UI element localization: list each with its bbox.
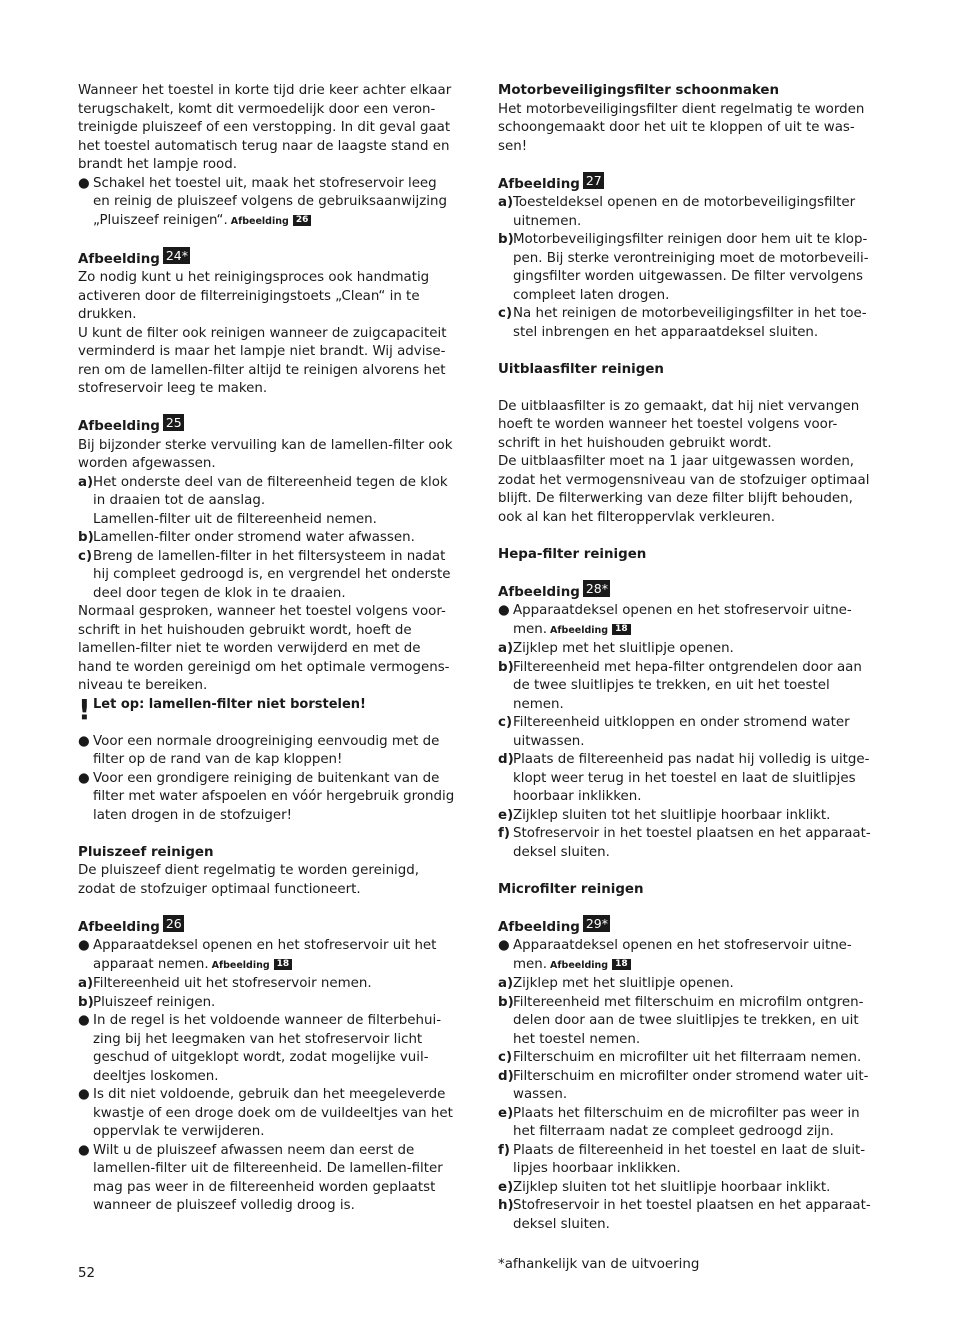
step-item	[78, 548, 460, 567]
step-item	[498, 1197, 878, 1216]
step-text: Filtereenheid uitkloppen en onder stromend water	[513, 715, 850, 730]
exclamation-icon: !	[78, 692, 91, 726]
bullet-text: filter op de rand van de kap kloppen!	[93, 752, 343, 767]
step-item	[498, 640, 878, 659]
bullet-text: lamellen-filter uit de filtereenheid. De lamellen-filter	[93, 1161, 443, 1176]
figure-ref-label: Afbeelding	[550, 624, 609, 636]
step-text: Na het reinigen de motorbeveiligingsfilter in het toe-	[513, 306, 867, 321]
bullet-icon: ●	[78, 1013, 90, 1028]
step-item	[498, 1012, 878, 1031]
step-item	[498, 213, 878, 232]
step-text: Toesteldeksel openen en de motorbeveiligingsfilter	[513, 195, 856, 210]
section-heading: Pluiszeef reinigen	[78, 844, 214, 860]
text-line: sen!	[498, 138, 528, 154]
step-item	[498, 1031, 878, 1050]
bullet-text: deeltjes loskomen.	[93, 1068, 219, 1084]
bullet-icon: ●	[78, 770, 90, 786]
text-line: treinigde pluiszeef of een verstopping. In dit geval gaat	[78, 120, 451, 135]
bullet-icon: ●	[498, 938, 510, 953]
bullet-icon: ●	[78, 175, 90, 191]
step-text: Filtereenheid uit het stofreservoir nemen.	[93, 976, 372, 991]
step-text: Filtereenheid met hepa-filter ontgrendelen door aan	[513, 659, 862, 675]
step-item	[498, 659, 878, 678]
text-line: Bij bijzonder sterke vervuiling kan de lamellen-filter ook	[78, 437, 453, 453]
bullet-item	[78, 1049, 460, 1068]
step-text: wassen.	[513, 1087, 568, 1102]
step-marker: a)	[498, 195, 514, 210]
step-text: Plaats de filtereenheid pas nadat hij volledig is uitge-	[513, 752, 870, 767]
figure-reference	[78, 247, 460, 270]
page-number: 52	[78, 1266, 96, 1281]
right-column	[498, 82, 878, 1234]
step-item	[498, 1142, 878, 1161]
step-text: Motorbeveiligingsfilter reinigen door hem uit te klop-	[513, 232, 868, 247]
figure-reference	[78, 915, 460, 938]
text-line: hoeft te worden wanneer het toestel volgens voor-	[498, 417, 838, 432]
step-text: Zijklep met het sluitlipje openen.	[513, 976, 734, 991]
step-marker: c)	[78, 548, 93, 564]
spacer	[78, 399, 460, 418]
text-line: schrift in het huishouden gebruikt wordt, hoeft de	[78, 622, 412, 638]
bullet-item	[78, 212, 460, 232]
step-marker: b)	[498, 232, 514, 247]
text-line: ook al kan het filteroppervlak verkleuren.	[498, 509, 775, 525]
bullet-text: Apparaatdeksel openen en het stofreservoir uitne-	[513, 938, 852, 953]
step-text: het toestel nemen.	[513, 1031, 641, 1047]
step-marker: f)	[498, 1142, 510, 1158]
step-item	[78, 585, 460, 604]
bullet-item	[78, 733, 460, 752]
step-item	[498, 1160, 878, 1179]
bullet-item	[78, 1160, 460, 1179]
bullet-text: laten drogen in de stofzuiger!	[93, 807, 292, 823]
text-line: schoongemaakt door het uit te kloppen of uit te was-	[498, 120, 855, 135]
step-text: Zijklep met het sluitlipje openen.	[513, 641, 734, 656]
step-item	[498, 733, 878, 752]
bullet-text: men.	[513, 956, 548, 972]
figure-ref-box: 18	[612, 959, 631, 970]
step-marker: b)	[78, 530, 94, 545]
step-marker: d)	[498, 752, 514, 767]
step-text: lipjes hoorbaar inklikken.	[513, 1161, 681, 1176]
step-text: Pluiszeef reinigen.	[93, 994, 216, 1010]
bullet-text: zing bij het leegmaken van het stofreservoir licht	[93, 1031, 423, 1047]
step-text: Filterschuim en microfilter uit het filterraam nemen.	[513, 1050, 862, 1065]
figure-ref-box: 18	[274, 959, 293, 970]
figure-reference	[78, 417, 460, 437]
step-text: Filtereenheid met filterschuim en microfilm ontgren-	[513, 994, 864, 1010]
figure-reference	[498, 580, 878, 603]
figure-ref-box: 18	[612, 624, 631, 635]
spacer	[78, 231, 460, 250]
text-line: zodat het vermogensniveau van de stofzuiger optimaal	[498, 472, 870, 488]
bullet-item	[78, 1031, 460, 1050]
step-marker: b)	[498, 659, 514, 675]
figure-number-box: 26	[163, 915, 184, 932]
figure-number-box: 29*	[583, 915, 610, 932]
bullet-item	[78, 937, 460, 956]
step-item	[498, 1216, 878, 1235]
bullet-text: en reinig de pluiszeef volgens de gebruiksaanwijzing	[93, 194, 447, 209]
step-marker: b)	[498, 994, 514, 1010]
step-text: hoorbaar inklikken.	[513, 789, 642, 804]
figure-ref-label: Afbeelding	[230, 215, 289, 227]
step-item	[78, 511, 460, 530]
bullet-icon: ●	[78, 733, 90, 749]
warning-text: Let op: lamellen-filter niet borstelen!	[93, 696, 366, 712]
step-text: Zijklep sluiten tot het sluitlipje hoorbaar inklikt.	[513, 1179, 831, 1195]
bullet-text: mag pas weer in de filtereenheid worden geplaatst	[93, 1179, 436, 1195]
figure-label: Afbeelding	[78, 919, 160, 935]
figure-number-box: 28*	[583, 580, 610, 597]
step-text: Lamellen-filter uit de filtereenheid nemen.	[93, 511, 377, 527]
bullet-item	[78, 1105, 460, 1124]
text-line: Het motorbeveiligingsfilter dient regelmatig te worden	[498, 101, 865, 117]
bullet-item	[78, 1179, 460, 1198]
text-line: Wanneer het toestel in korte tijd drie keer achter elkaar	[78, 83, 452, 98]
step-text: uitnemen.	[513, 213, 582, 229]
step-marker: c)	[498, 306, 513, 321]
bullet-item	[78, 175, 460, 194]
text-line: schrift in het huishouden gebruikt wordt.	[498, 435, 772, 451]
step-text: Stofreservoir in het toestel plaatsen en het apparaat-	[513, 1198, 871, 1213]
step-item	[498, 1105, 878, 1124]
step-text: stel inbrengen en het apparaatdeksel sluiten.	[513, 324, 819, 340]
bullet-item	[78, 1123, 460, 1142]
step-marker: c)	[498, 1050, 513, 1065]
bullet-text: filter met water afspoelen en vóór hergebruik grondig	[93, 789, 455, 804]
spacer	[498, 156, 878, 175]
step-text: deel door tegen de klok in te draaien.	[93, 585, 346, 601]
step-item	[498, 1179, 878, 1198]
text-line: niveau te bereiken.	[78, 678, 208, 693]
step-text: hij compleet gedroogd is, en vergrendel het onderste	[93, 567, 451, 582]
text-line: stofreservoir leeg te maken.	[78, 381, 268, 396]
bullet-item	[78, 770, 460, 789]
text-line: Zo nodig kunt u het reinigingsproces ook handmatig	[78, 270, 430, 285]
bullet-item	[78, 1068, 460, 1087]
text-line: blijft. De filterwerking van deze filter blijft behouden,	[498, 491, 853, 506]
bullet-text: In de regel is het voldoende wanneer de filterbehui-	[93, 1013, 442, 1028]
text-line: lamellen-filter niet te worden verwijderd en met de	[78, 641, 421, 656]
bullet-item	[78, 751, 460, 770]
warning-note	[78, 692, 460, 733]
bullet-item	[78, 1197, 460, 1216]
text-line: U kunt de filter ook reinigen wanneer de zuigcapaciteit	[78, 325, 447, 341]
step-item	[498, 194, 878, 213]
bullet-text: men.	[513, 621, 548, 637]
spacer	[498, 862, 878, 881]
bullet-item	[78, 788, 460, 807]
bullet-item	[498, 937, 878, 956]
step-item	[78, 994, 460, 1013]
step-item	[498, 696, 878, 715]
step-item	[498, 788, 878, 807]
step-item	[498, 714, 878, 733]
step-item	[498, 677, 878, 696]
bullet-text: geschud of uitgeklopt wordt, zodat mogelijke vuil-	[93, 1050, 429, 1065]
step-text: het filterraam nadat ze compleet gedroogd zijn.	[513, 1124, 834, 1139]
step-text: deksel sluiten.	[513, 1216, 610, 1232]
figure-number-box: 27	[583, 172, 604, 189]
step-item	[498, 1068, 878, 1087]
step-marker: e)	[498, 1179, 514, 1195]
figure-ref-label: Afbeelding	[550, 959, 609, 971]
spacer	[498, 527, 878, 546]
step-item	[498, 1049, 878, 1068]
bullet-item	[78, 1086, 460, 1105]
step-text: Het onderste deel van de filtereenheid tegen de klok	[93, 474, 448, 490]
spacer	[78, 825, 460, 844]
text-line: De uitblaasfilter is zo gemaakt, dat hij niet vervangen	[498, 398, 860, 414]
step-item	[498, 324, 878, 343]
spacer	[78, 899, 460, 918]
bullet-item	[78, 1012, 460, 1031]
text-line: hand te worden gereinigd om het optimale vermogens-	[78, 659, 450, 675]
step-item	[498, 770, 878, 789]
step-item	[498, 268, 878, 287]
text-line: De pluiszeef dient regelmatig te worden gereinigd,	[78, 863, 420, 878]
left-column	[78, 82, 460, 1216]
text-line: De uitblaasfilter moet na 1 jaar uitgewassen worden,	[498, 454, 855, 469]
step-marker: h)	[498, 1198, 514, 1213]
figure-label: Afbeelding	[498, 176, 580, 192]
bullet-text: Wilt u de pluiszeef afwassen neem dan eerst de	[93, 1142, 415, 1158]
figure-ref-label: Afbeelding	[211, 959, 270, 971]
figure-label: Afbeelding	[78, 251, 160, 267]
figure-number-box: 25	[163, 414, 184, 431]
bullet-item	[498, 621, 878, 641]
figure-number-box: 24*	[163, 247, 190, 264]
step-item	[498, 825, 878, 844]
text-line: zodat de stofzuiger optimaal functioneert.	[78, 881, 361, 897]
step-text: Zijklep sluiten tot het sluitlipje hoorbaar inklikt.	[513, 807, 831, 823]
bullet-item	[78, 807, 460, 826]
bullet-text: oppervlak te verwijderen.	[93, 1124, 265, 1139]
step-text: compleet laten drogen.	[513, 287, 670, 303]
step-item	[78, 474, 460, 493]
step-text: Filterschuim en microfilter onder stromend water uit-	[513, 1068, 869, 1084]
step-item	[78, 492, 460, 511]
section-heading: Microfilter reinigen	[498, 881, 644, 897]
text-line: verminderd is maar het lampje niet brandt. Wij advise-	[78, 344, 446, 359]
step-marker: e)	[498, 1105, 514, 1121]
step-marker: a)	[78, 474, 94, 490]
figure-label: Afbeelding	[498, 584, 580, 600]
figure-ref-box: 26	[293, 215, 312, 226]
step-text: gingsfilter worden uitgewassen. De filter vervolgens	[513, 269, 863, 284]
step-text: Plaats de filtereenheid in het toestel en laat de sluit-	[513, 1142, 866, 1158]
bullet-item	[78, 1142, 460, 1161]
step-marker: a)	[498, 641, 514, 656]
step-text: Lamellen-filter onder stromend water afwassen.	[93, 530, 415, 545]
step-text: klopt weer terug in het toestel en laat de sluitlipjes	[513, 770, 856, 786]
step-item	[498, 231, 878, 250]
section-heading: Hepa-filter reinigen	[498, 546, 647, 562]
text-line: terugschakelt, komt dit vermoedelijk door een veron-	[78, 101, 436, 117]
text-line: brandt het lampje rood.	[78, 157, 237, 172]
step-item	[498, 305, 878, 324]
spacer	[498, 379, 878, 398]
figure-reference	[498, 915, 878, 938]
step-text: delen door aan de twee sluitlipjes te trekken, en uit	[513, 1013, 859, 1028]
step-marker: e)	[498, 807, 514, 823]
step-text: uitwassen.	[513, 733, 585, 749]
step-marker: a)	[78, 976, 94, 991]
bullet-icon: ●	[78, 1087, 90, 1102]
step-marker: a)	[498, 976, 514, 991]
text-line: het toestel automatisch terug naar de laagste stand en	[78, 138, 450, 154]
bullet-text: wanneer de pluiszeef volledig droog is.	[93, 1198, 355, 1213]
figure-label: Afbeelding	[78, 419, 160, 434]
step-marker: b)	[78, 994, 94, 1010]
text-line: drukken.	[78, 307, 137, 322]
step-item	[78, 529, 460, 548]
step-item	[498, 975, 878, 994]
bullet-text: Voor een normale droogreiniging eenvoudig met de	[93, 733, 440, 749]
footnote: *afhankelijk van de uitvoering	[498, 1257, 700, 1272]
step-item	[498, 807, 878, 826]
bullet-item	[78, 193, 460, 212]
section-heading: Motorbeveiligingsfilter schoonmaken	[498, 83, 780, 98]
figure-label: Afbeelding	[498, 919, 580, 935]
step-item	[498, 994, 878, 1013]
step-item	[498, 844, 878, 863]
bullet-text: Schakel het toestel uit, maak het stofreservoir leeg	[93, 175, 437, 191]
step-text: nemen.	[513, 696, 564, 712]
step-item	[498, 751, 878, 770]
bullet-icon: ●	[78, 938, 90, 953]
step-marker: f)	[498, 826, 510, 841]
step-marker: d)	[498, 1068, 514, 1084]
spacer	[498, 342, 878, 361]
spacer	[498, 899, 878, 918]
step-text: in draaien tot de aanslag.	[93, 493, 266, 508]
step-item	[498, 1086, 878, 1105]
step-item	[498, 1123, 878, 1142]
text-line: worden afgewassen.	[78, 456, 216, 471]
spacer	[498, 564, 878, 583]
bullet-text: apparaat nemen.	[93, 956, 209, 972]
bullet-text: Apparaatdeksel openen en het stofreservoir uitne-	[513, 603, 852, 618]
step-item	[78, 566, 460, 585]
step-item	[498, 287, 878, 306]
step-text: Stofreservoir in het toestel plaatsen en het apparaat-	[513, 826, 871, 841]
bullet-text: Voor een grondigere reiniging de buitenkant van de	[93, 770, 440, 786]
bullet-item	[498, 602, 878, 621]
figure-reference	[498, 172, 878, 195]
step-text: deksel sluiten.	[513, 844, 610, 860]
bullet-text: Is dit niet voldoende, gebruik dan het meegeleverde	[93, 1087, 446, 1102]
bullet-item	[78, 956, 460, 976]
text-line: Normaal gesproken, wanneer het toestel volgens voor-	[78, 604, 446, 619]
step-marker: c)	[498, 715, 513, 730]
bullet-icon: ●	[498, 603, 510, 618]
bullet-item	[498, 956, 878, 976]
step-text: de twee sluitlipjes te trekken, en uit het toestel	[513, 678, 830, 693]
step-text: pen. Bij sterke verontreiniging moet de motorbeveili-	[513, 250, 869, 266]
bullet-text: kwastje of een droge doek om de vuildeeltjes van het	[93, 1105, 453, 1121]
step-item	[498, 250, 878, 269]
text-line: activeren door de filterreinigingstoets „Clean“ in te	[78, 288, 420, 304]
bullet-text: „Pluiszeef reinigen“.	[93, 212, 228, 228]
step-text: Plaats het filterschuim en de microfilter pas weer in	[513, 1105, 860, 1121]
section-heading: Uitblaasfilter reinigen	[498, 361, 664, 377]
bullet-text: Apparaatdeksel openen en het stofreservoir uit het	[93, 938, 437, 953]
step-item	[78, 975, 460, 994]
step-text: Breng de lamellen-filter in het filtersysteem in nadat	[93, 548, 446, 564]
bullet-icon: ●	[78, 1142, 90, 1158]
text-line: ren om de lamellen-filter altijd te reinigen alvorens het	[78, 362, 446, 378]
